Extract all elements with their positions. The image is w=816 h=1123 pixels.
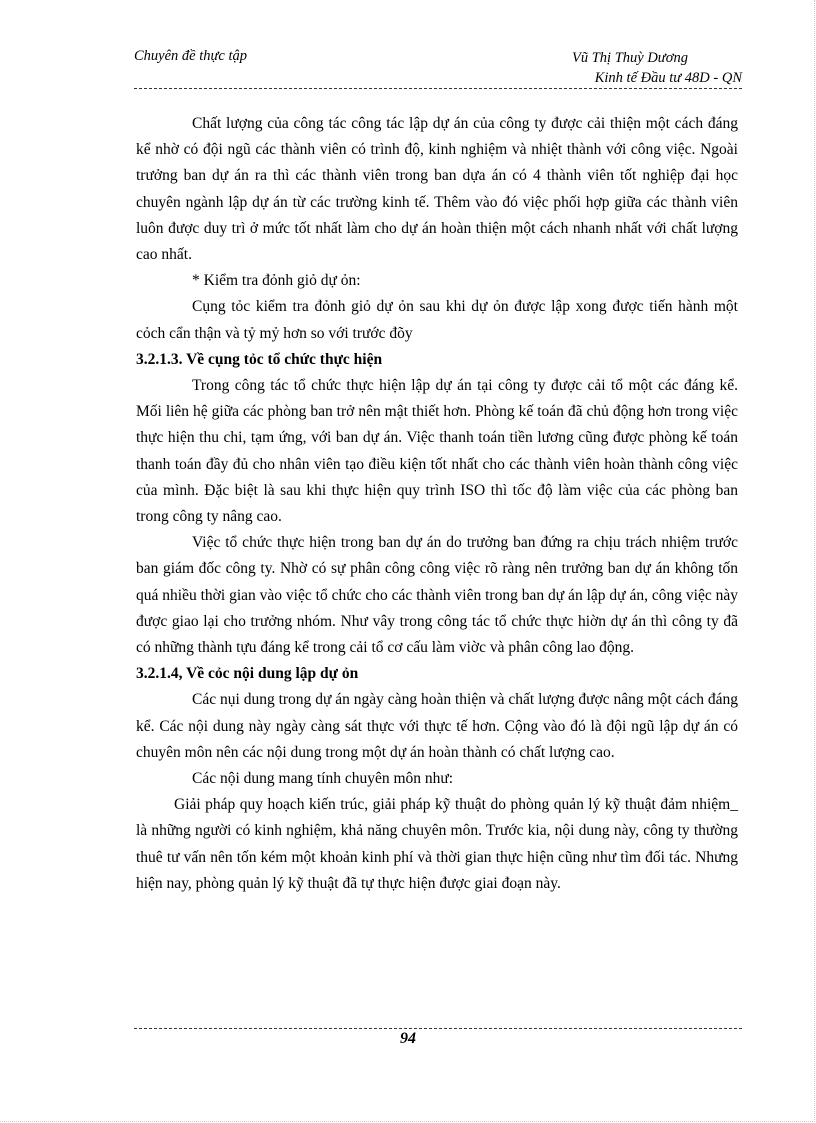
paragraph-specialized: Giải pháp quy hoạch kiến trúc, giải pháp kỹ thuật do phòng quản lý kỹ thuật đảm nhiệm_ là những người có kinh nghiệm, khả năng chuyên môn. Trước kia, nội dung này, công ty thường thuê tư vấn nên tốn kém một khoản kinh phí và thời gian thực hiện cũng như tìm đối tác. Nhưng hiện nay, phòng quản lý kỹ thuật đã tự thực hiện được giai đoạn này. <box>136 796 738 892</box>
section-heading-organization: 3.2.1.3. Về cụng tỏc tổ chức thực hiện <box>136 350 383 368</box>
page-number: 94 <box>400 1030 416 1047</box>
paragraph-management: Việc tổ chức thực hiện trong ban dự án do trưởng ban đứng ra chịu trách nhiệm trước ban giám đốc công ty. Nhờ có sự phân công công việc rõ ràng nên trưởng ban dự án không tốn quá nhiều thời gian vào việc tổ chức cho các thành viên trong ban dự án lập dự án, công việc này được giao lại cho trưởng nhóm. Như vây trong công tác tổ chức thực hiờn dự án thì công ty đã có những thành tựu đáng kể trong cải tổ cơ cấu làm viờc và phân công lao động. <box>136 534 738 657</box>
header-author <box>572 48 742 88</box>
paragraph-specialized-intro: Các nội dung mang tính chuyên môn như: <box>192 770 454 788</box>
document-body <box>136 111 738 897</box>
section-heading-content: 3.2.1.4, Về cỏc nội dung lập dự ỏn <box>136 665 359 683</box>
header-divider <box>134 88 742 89</box>
paragraph-organization: Trong công tác tổ chức thực hiện lập dự án tại công ty được cải tổ một các đáng kể. Mối liên hệ giữa các phòng ban trở nên mật thiết hơn. Phòng kế toán đã chủ động hơn trong việc thực hiện thu chi, tạm ứng, với ban dự án. Việc thanh toán tiền lương cũng được phòng kế toán thanh toán đầy đủ cho nhân viên tạo điều kiện tốt nhất cho các thành viên hoàn thành công việc của mình. Đặc biệt là sau khi thực hiện quy trình ISO thì tốc độ làm việc của các phòng ban trong công ty nâng cao. <box>136 377 738 526</box>
footer-divider <box>134 1028 742 1029</box>
header-author-name: Vũ Thị Thuỳ Dương <box>572 50 688 66</box>
paragraph-evaluation: Cụng tỏc kiểm tra đỏnh giỏ dự ỏn sau khi dự ỏn được lập xong được tiến hành một cỏch cẩn thận và tỷ mỷ hơn so với trước đõy <box>136 298 738 342</box>
paragraph-quality: Chất lượng của công tác công tác lập dự án của công ty được cải thiện một cách đáng kể nhờ có đội ngũ các thành viên có trình độ, kinh nghiệm và nhiệt thành với công việc. Ngoài trưởng ban dự án ra thì các thành viên trong ban dựa án có 4 thành viên tốt nghiệp đại học chuyên ngành lập dự án từ các trường kinh tế. Thêm vào đó việc phối hợp giữa các thành viên luôn được duy trì ở mức tốt nhất làm cho dự án hoàn thiện một cách nhanh nhất với chất lượng cao nhất. <box>136 115 738 264</box>
paragraph-evaluation-heading: * Kiểm tra đỏnh giỏ dự ỏn: <box>192 272 361 290</box>
header-author-class: Kinh tế Đầu tư 48D - QN <box>594 70 742 86</box>
paragraph-content: Các nụi dung trong dự án ngày càng hoàn thiện và chất lượng được nâng một cách đáng kể. Các nội dung này ngày càng sát thực với thực tế hơn. Cộng vào đó là đội ngũ lập dự án có chuyên môn nên các nội dung trong một dự án hoàn thành có chất lượng cao. <box>136 691 738 761</box>
header-title: Chuyên đề thực tập <box>134 48 248 64</box>
